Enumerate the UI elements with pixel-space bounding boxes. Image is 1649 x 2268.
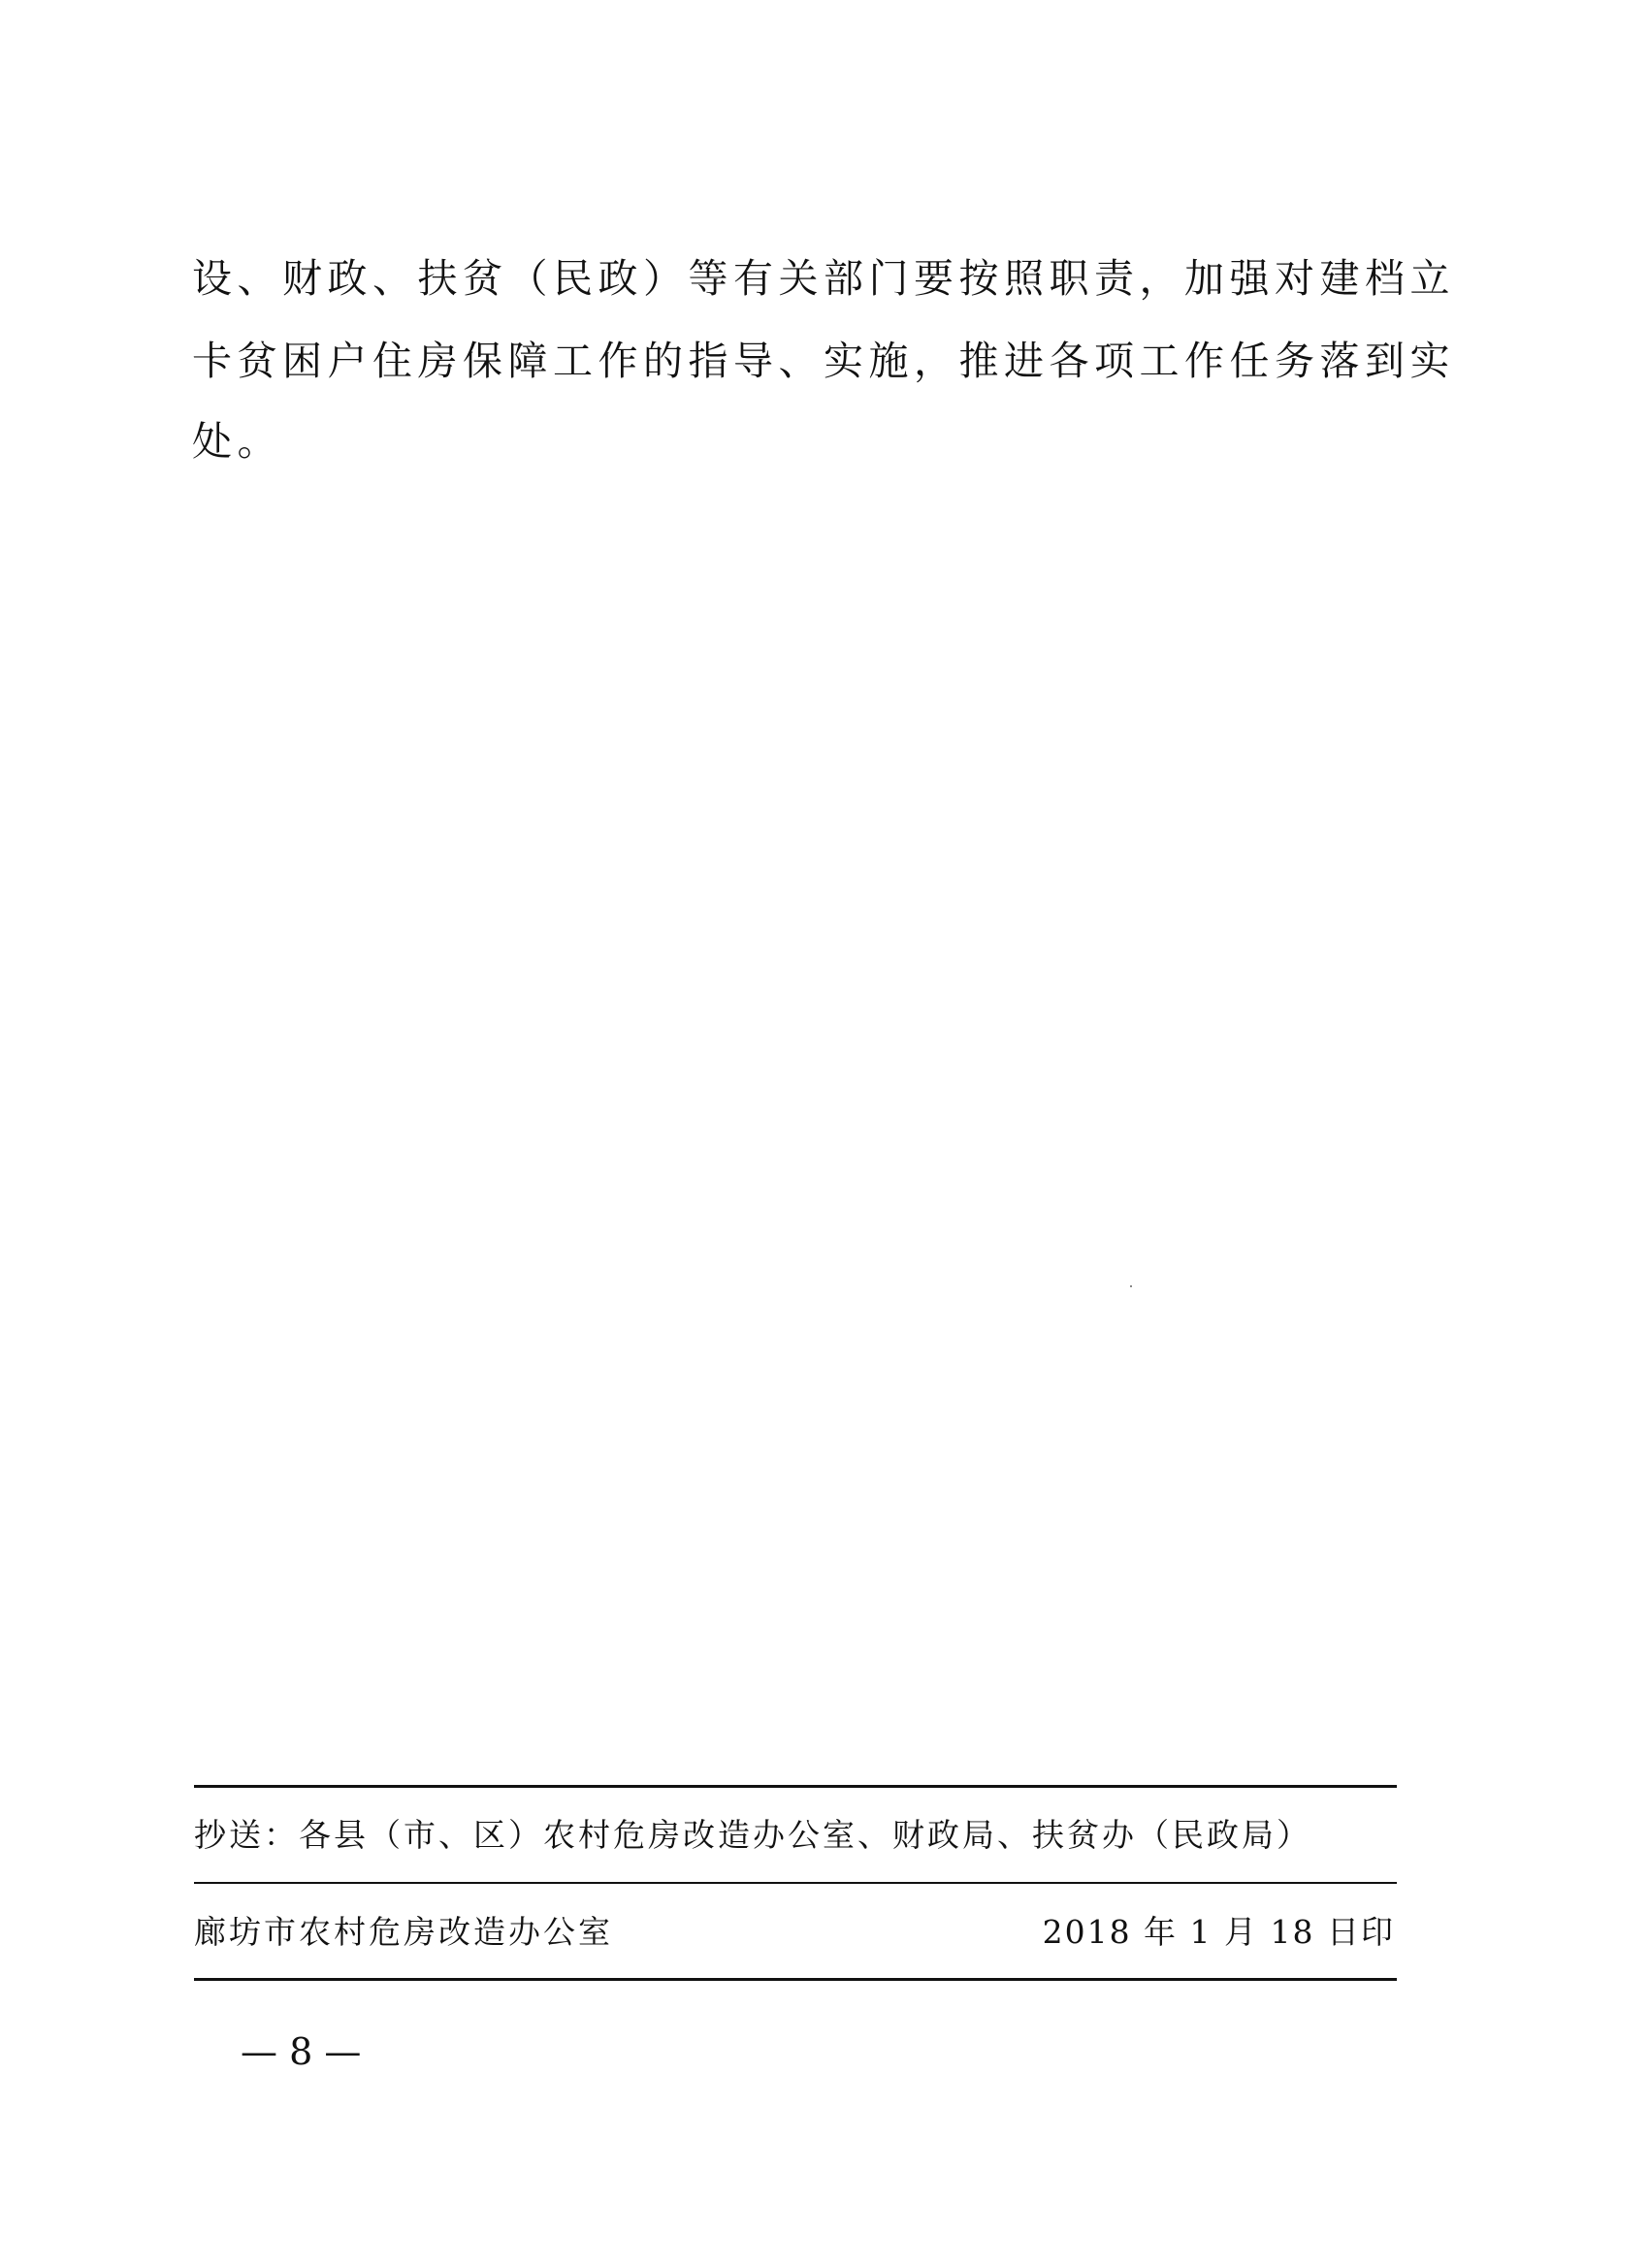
footer-rule-middle (194, 1882, 1397, 1884)
issuing-office: 廊坊市农村危房改造办公室 (194, 1913, 613, 1951)
body-text-line-1: 设、财政、扶贫（民政）等有关部门要按照职责，加强对建档立 (192, 255, 1455, 302)
print-date: 2018 年 1 月 18 日印 (1042, 1913, 1395, 1951)
body-text-line-2: 卡贫困户住房保障工作的指导、实施，推进各项工作任务落到实 (192, 338, 1455, 384)
cc-recipients: 抄送：各县（市、区）农村危房改造办公室、财政局、扶贫办（民政局） (194, 1816, 1311, 1854)
body-text-line-3: 处。 (192, 418, 282, 465)
footer-rule-top (194, 1785, 1397, 1788)
scan-speck (1130, 1285, 1132, 1287)
page-number: — 8 — (241, 2030, 362, 2073)
footer-rule-bottom (194, 1978, 1397, 1981)
